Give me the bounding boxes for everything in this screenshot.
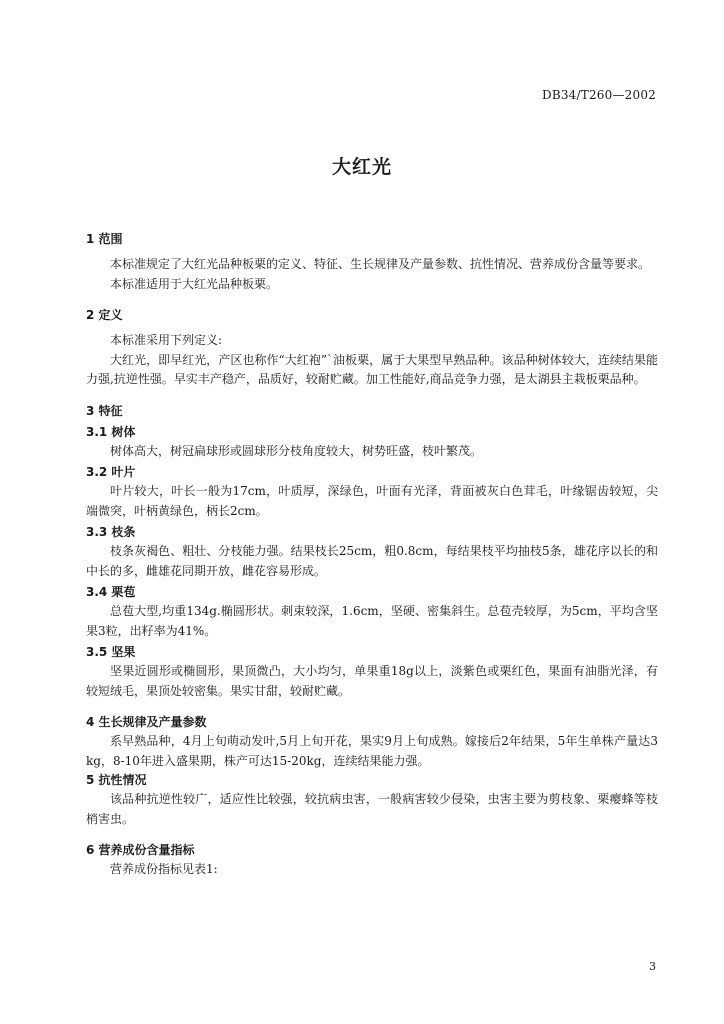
section-2-paragraph-2: 大红光，即早红光，产区也称作“大红袍”`油板栗，属于大果型早熟品种。该品种树体较大，连续结果能力强,抗逆性强。早实丰产稳产，品质好，较耐贮藏。加工性能好,商品竞争力强，是太湖县主栽板栗品种。 (86, 352, 658, 386)
section-3-2-paragraph: 叶片较大，叶长一般为17cm，叶质厚，深绿色，叶面有光泽，背面被灰白色茸毛，叶缘锯齿较短，尖端微突，叶柄黄绿色，柄长2cm。 (86, 484, 658, 518)
section-6-paragraph: 营养成份指标见表1: (110, 862, 218, 876)
section-1-heading: 1 范围 (86, 232, 123, 246)
section-4-paragraph: 系早熟品种，4月上旬萌动发叶,5月上旬开花，果实9月上旬成熟。嫁接后2年结果，5年生单株产量达3kg，8-10年进入盛果期，株产可达15-20kg，连续结果能力强。 (86, 734, 658, 768)
section-3-4-paragraph: 总苞大型,均重134g.椭圆形状。刺束较深，1.6cm，坚硬、密集斜生。总苞壳较厚，为5cm，平均含坚果3粒，出籽率为41%。 (86, 604, 658, 638)
document-body (86, 230, 658, 880)
section-3-heading: 3 特征 (86, 403, 123, 418)
section-1-paragraph-1: 本标准规定了大红光品种板栗的定义、特征、生长规律及产量参数、抗性情况、营养成份含量等要求。 (110, 257, 651, 271)
standard-code: DB34/T260—2002 (542, 88, 656, 102)
page-title: 大红光 (331, 156, 392, 178)
section-3-1-paragraph: 树体高大，树冠扁球形或圆球形分枝角度较大，树势旺盛，枝叶繁茂。 (110, 443, 483, 458)
section-5-heading: 5 抗性情况 (86, 773, 147, 787)
section-3-5-paragraph: 坚果近圆形或椭圆形，果顶微凸，大小均匀，单果重18g以上，淡紫色或栗红色，果面有油脂光泽，有较短绒毛，果顶处较密集。果实甘甜，较耐贮藏。 (86, 664, 658, 698)
section-5-paragraph: 该品种抗逆性较广，适应性比较强，较抗病虫害，一般病害较少侵染，虫害主要为剪枝象、栗瘿蜂等枝梢害虫。 (86, 792, 658, 826)
section-3-3-paragraph: 枝条灰褐色、粗壮、分枝能力强。结果枝长25cm，粗0.8cm，每结果枝平均抽枝5条，雄花序以长的和中长的多，雌雄花同期开放，雌花容易形成。 (86, 544, 658, 578)
section-2-paragraph-1: 本标准采用下列定义: (110, 333, 223, 347)
section-3-5-heading: 3.5 坚果 (86, 645, 136, 659)
section-3-4-heading: 3.4 栗苞 (86, 585, 136, 599)
section-6-heading: 6 营养成份含量指标 (86, 843, 195, 857)
section-3-1-heading: 3.1 树体 (86, 424, 136, 439)
page-number: 3 (649, 960, 656, 973)
section-3-3-heading: 3.3 枝条 (86, 525, 136, 539)
section-1-paragraph-2: 本标准适用于大红光品种板栗。 (110, 276, 279, 291)
section-4-heading: 4 生长规律及产量参数 (86, 715, 207, 729)
section-3-2-heading: 3.2 叶片 (86, 465, 136, 479)
section-2-heading: 2 定义 (86, 308, 123, 322)
